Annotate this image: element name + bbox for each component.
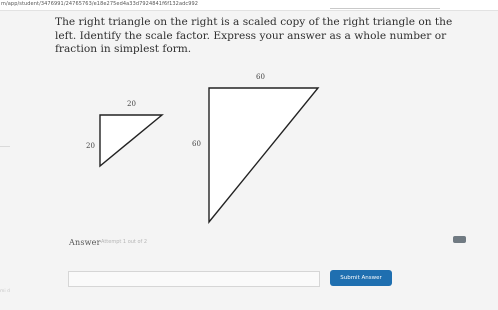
answer-input[interactable] <box>68 271 320 287</box>
keypad-toggle-button[interactable] <box>453 236 466 243</box>
right-triangle <box>209 88 318 222</box>
attempt-counter: Attempt 1 out of 2 <box>101 239 148 245</box>
url-text: m/app/student/3476991/24765763/e18e275ed4a33d7924841f6f132adc992 <box>1 1 199 7</box>
left-triangle-top-label: 20 <box>127 100 136 108</box>
answer-label: Answer <box>69 238 101 247</box>
left-edge-text: mi d <box>0 289 10 294</box>
left-triangle-side-label: 20 <box>86 142 95 150</box>
right-triangle-top-label: 60 <box>256 73 265 81</box>
right-triangle-side-label: 60 <box>192 140 201 148</box>
question-prompt: The right triangle on the right is a scaled copy of the right triangle on the left. Identify the scale factor. Express your answer as a whole number or fraction in simplest form. <box>55 16 453 55</box>
left-triangle <box>100 115 162 166</box>
submit-answer-button[interactable]: Submit Answer <box>330 270 392 286</box>
